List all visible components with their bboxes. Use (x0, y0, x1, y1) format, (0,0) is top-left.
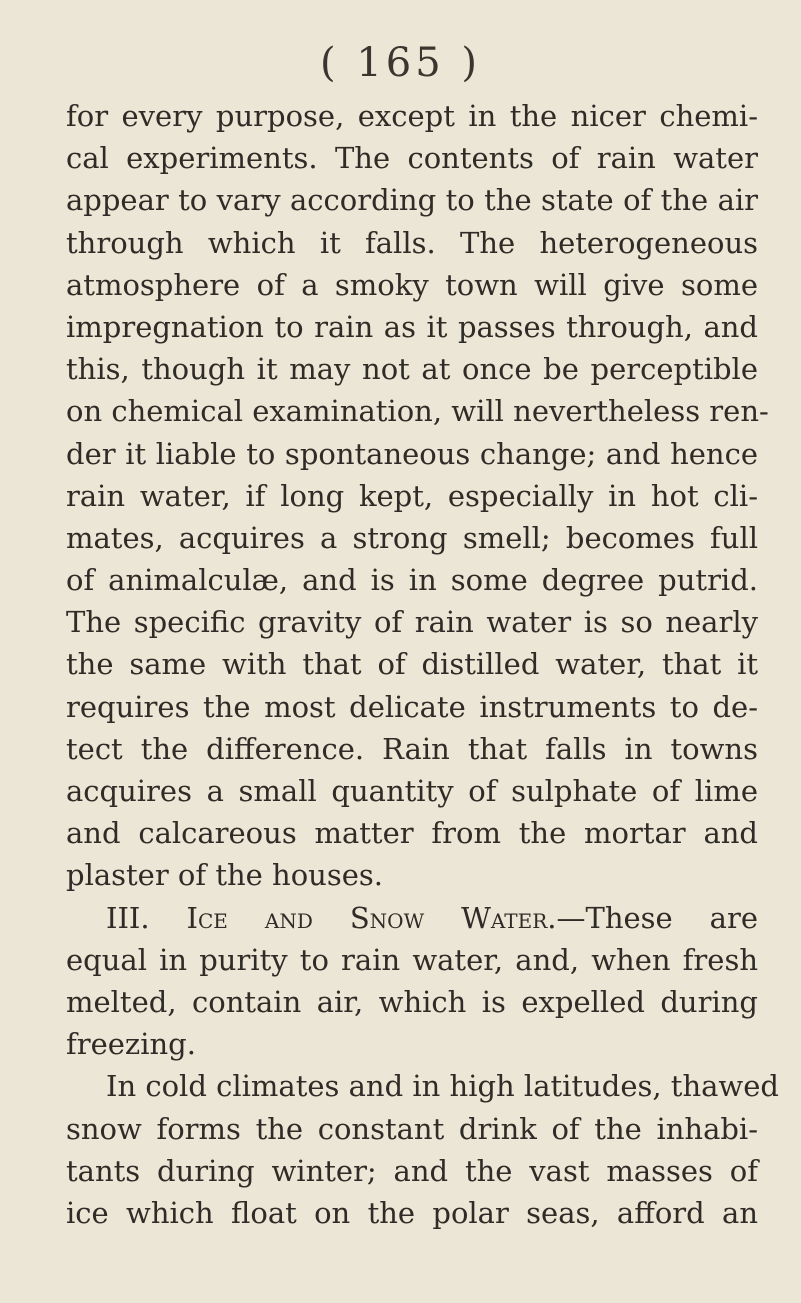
text-line: requires the most delicate instruments to de- (66, 689, 758, 724)
text-line: plaster of the houses. (66, 858, 383, 893)
page-number: ( 165 ) (320, 40, 481, 86)
text-line: on chemical examination, will nevertheless ren- (66, 394, 769, 429)
text-line: impregnation to rain as it passes through, and (66, 309, 758, 344)
text-line: for every purpose, except in the nicer chemi- (66, 99, 758, 133)
section-heading-line (66, 897, 758, 939)
text-line: der it liable to spontaneous change; and hence (66, 436, 758, 471)
text-line: tants during winter; and the vast masses of (66, 1153, 758, 1188)
text-line: acquires a small quantity of sulphate of lime (66, 774, 758, 808)
text-line: and calcareous matter from the mortar and (66, 816, 758, 851)
page-text (66, 95, 779, 1234)
section-heading: III. Ice and Snow Water. (106, 900, 557, 935)
text-line: The specific gravity of rain water is so nearly (66, 605, 758, 640)
text-line: through which it falls. The heterogeneous (66, 225, 758, 260)
text-line: snow forms the constant drink of the inhabi- (66, 1111, 758, 1146)
text-line: rain water, if long kept, especially in hot cli- (66, 478, 758, 513)
text-line: equal in purity to rain water, and, when fresh (66, 942, 758, 977)
text-line: melted, contain air, which is expelled during (66, 984, 758, 1019)
text-line: freezing. (66, 1027, 196, 1062)
text-line: the same with that of distilled water, that it (66, 647, 758, 682)
text-line: this, though it may not at once be perceptible (66, 352, 758, 387)
text-line: atmosphere of a smoky town will give some (66, 267, 758, 302)
section-ice-snow-water (66, 897, 758, 1066)
text-line: cal experiments. The contents of rain water (66, 141, 758, 176)
text-line: mates, acquires a strong smell; becomes full (66, 520, 758, 555)
text-line: of animalculæ, and is in some degree putrid. (66, 563, 758, 598)
text-line: In cold climates and in high latitudes, thawed (106, 1069, 779, 1104)
paragraph-cold-climates (66, 1065, 779, 1234)
paragraph-rain-water (66, 95, 769, 897)
text-line: tect the difference. Rain that falls in towns (66, 731, 758, 766)
text-line: ice which float on the polar seas, afford an (66, 1195, 758, 1230)
text-line: appear to vary according to the state of the air (66, 183, 758, 218)
em-dash: — (556, 900, 586, 935)
text-fragment: These are (585, 900, 758, 935)
